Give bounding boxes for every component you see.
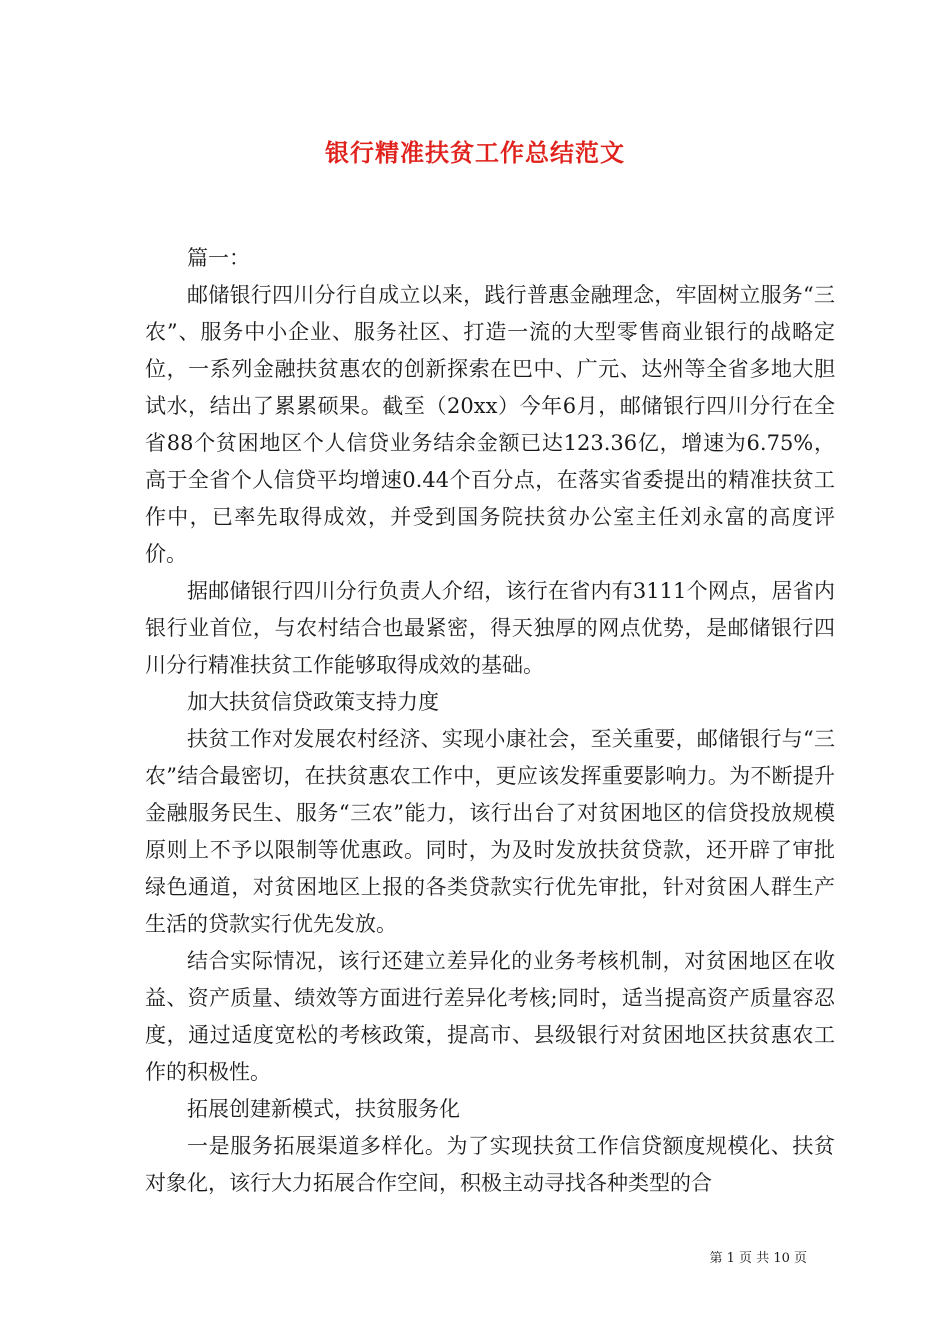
- section-label: 篇一：: [187, 246, 250, 270]
- paragraph: 结合实际情况，该行还建立差异化的业务考核机制，对贫困地区在收益、资产质量、绩效等方面进行差异化考核;同时，适当提高资产质量容忍度，通过适度宽松的考核政策，提高市、县级银行对贫困地区扶贫惠农工作的积极性。: [145, 949, 835, 1084]
- document-body: [145, 240, 835, 1202]
- paragraph: 一是服务拓展渠道多样化。为了实现扶贫工作信贷额度规模化、扶贫对象化，该行大力拓展合作空间，积极主动寻找各种类型的合: [145, 1134, 835, 1195]
- paragraph: 邮储银行四川分行自成立以来，践行普惠金融理念，牢固树立服务“三农”、服务中小企业、服务社区、打造一流的大型零售商业银行的战略定位，一系列金融扶贫惠农的创新探索在巴中、广元、达州等全省多地大胆试水，结出了累累硕果。截至（20xx）今年6月，邮储银行四川分行在全省88个贫困地区个人信贷业务结余金额已达123.36亿，增速为6.75%，高于全省个人信贷平均增速0.44个百分点，在落实省委提出的精准扶贫工作中，已率先取得成效，并受到国务院扶贫办公室主任刘永富的高度评价。: [145, 283, 835, 566]
- section-heading: 拓展创建新模式，扶贫服务化: [187, 1097, 460, 1121]
- paragraph: 扶贫工作对发展农村经济、实现小康社会，至关重要，邮储银行与“三农”结合最密切，在扶贫惠农工作中，更应该发挥重要影响力。为不断提升金融服务民生、服务“三农”能力，该行出台了对贫困地区的信贷投放规模原则上不予以限制等优惠政。同时，为及时发放扶贫贷款，还开辟了审批绿色通道，对贫困地区上报的各类贷款实行优先审批，针对贫困人群生产生活的贷款实行优先发放。: [145, 727, 835, 936]
- section-heading: 加大扶贫信贷政策支持力度: [187, 690, 439, 714]
- document-title: 银行精准扶贫工作总结范文: [325, 138, 625, 167]
- paragraph: 据邮储银行四川分行负责人介绍，该行在省内有3111个网点，居省内银行业首位，与农村结合也最紧密，得天独厚的网点优势，是邮储银行四川分行精准扶贫工作能够取得成效的基础。: [145, 579, 835, 677]
- page-number: 第 1 页 共 10 页: [709, 1251, 807, 1266]
